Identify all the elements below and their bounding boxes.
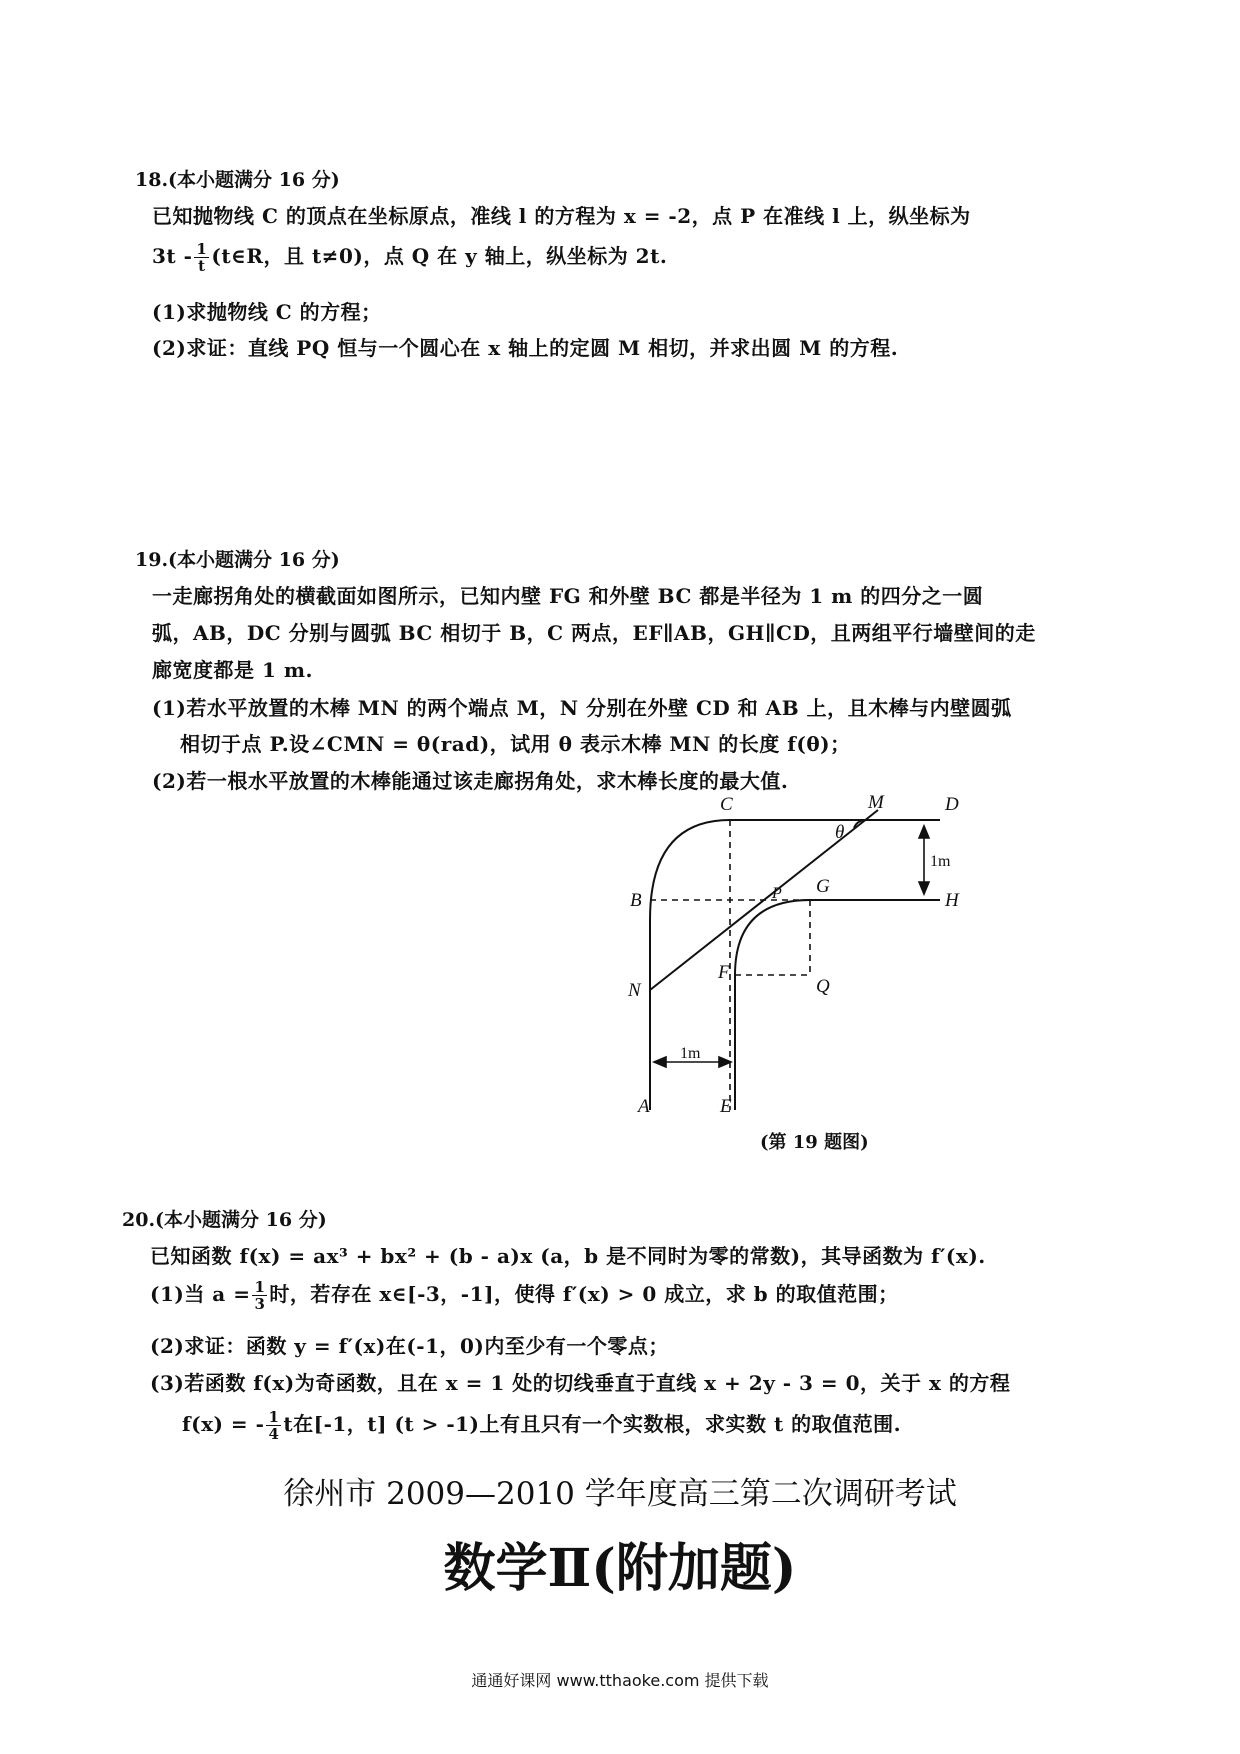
label-e: E [720,1096,732,1117]
subject-title: 数学Ⅱ(附加题) [443,1538,797,1599]
q18-expr-b: (t∈R，且 t≠0)，点 Q 在 y 轴上，纵坐标为 2t. [211,244,668,268]
q18-heading: 18.(本小题满分 16 分) [135,169,340,191]
label-theta: θ [835,822,845,843]
q18-part1: (1)求抛物线 C 的方程； [152,300,382,324]
q18-line2 [152,240,667,274]
label-c: C [720,794,733,815]
label-width-bottom: 1m [680,1045,701,1062]
q18-fraction [194,241,209,274]
label-a: A [638,1096,650,1117]
q20-p3b-b: t在[-1，t] (t > -1)上有且只有一个实数根，求实数 t 的取值范围. [283,1412,902,1436]
footer-credit: 通通好课网 www.tthaoke.com 提供下载 [471,1671,769,1690]
q20-p3b-frac-den: 4 [268,1425,280,1443]
q20-p1-frac-den: 3 [254,1295,266,1313]
arrow-down-icon [919,882,929,894]
q20-part3: (3)若函数 f(x)为奇函数，且在 x = 1 处的切线垂直于直线 x + 2y - 3 = 0，关于 x 的方程 [150,1371,1011,1395]
corridor-figure [620,780,980,1120]
q20-p3b-fraction [266,1409,281,1442]
q18-line1: 已知抛物线 C 的顶点在坐标原点，准线 l 的方程为 x = -2，点 P 在准线 l 上，纵坐标为 [152,204,971,228]
q20-p3b-a: f(x) = - [182,1412,265,1436]
q20-heading: 20.(本小题满分 16 分) [122,1209,327,1231]
label-b: B [630,890,642,911]
exam-title: 徐州市 2009—2010 学年度高三第二次调研考试 [283,1476,957,1512]
q18-expr-a: 3t - [152,244,193,268]
label-g: G [816,876,830,897]
q20-p1-a: (1)当 a = [150,1282,251,1306]
q18-frac-den: t [198,257,206,275]
q19-part1-a: (1)若水平放置的木棒 MN 的两个端点 M，N 分别在外壁 CD 和 AB 上，且木棒与内壁圆弧 [152,696,1012,720]
label-n: N [628,980,641,1001]
label-h: H [945,890,959,911]
q18-frac-num: 1 [196,240,208,258]
q20-line1: 已知函数 f(x) = ax³ + bx² + (b - a)x (a，b 是不同时为零的常数)，其导函数为 f′(x). [150,1244,986,1268]
outer-wall [650,820,940,1110]
q20-part3-b [182,1408,901,1442]
q20-p1-fraction [252,1279,267,1312]
q19-part2: (2)若一根水平放置的木棒能通过该走廊拐角处，求木棒长度的最大值. [152,769,789,793]
arrow-left-icon [654,1057,666,1067]
q19-heading: 19.(本小题满分 16 分) [135,549,340,571]
q19-line1: 一走廊拐角处的横截面如图所示，已知内壁 FG 和外壁 BC 都是半径为 1 m 的四分之一圆 [152,584,984,608]
arrow-up-icon [919,826,929,838]
label-f: F [718,962,730,983]
q20-p1-frac-num: 1 [254,1278,266,1296]
label-d: D [945,794,959,815]
q18-part2: (2)求证：直线 PQ 恒与一个圆心在 x 轴上的定圆 M 相切，并求出圆 M 的方程. [152,336,899,360]
q19-line2: 弧，AB，DC 分别与圆弧 BC 相切于 B，C 两点，EF∥AB，GH∥CD，且两组平行墙壁间的走 [152,621,1036,645]
q20-p3b-frac-num: 1 [268,1408,280,1426]
q19-part1-b: 相切于点 P.设∠CMN = θ(rad)，试用 θ 表示木棒 MN 的长度 f(θ)； [180,732,851,756]
label-q: Q [816,976,830,997]
inner-wall [735,900,940,1110]
q20-p1-b: 时，若存在 x∈[-3，-1]，使得 f′(x) > 0 成立，求 b 的取值范围； [269,1282,899,1306]
q20-part1 [150,1278,899,1312]
q20-part2: (2)求证：函数 y = f′(x)在(-1，0)内至少有一个零点； [150,1334,669,1358]
figure-caption: (第 19 题图) [760,1132,869,1153]
q19-line3: 廊宽度都是 1 m. [152,658,313,682]
label-p: P [772,885,782,902]
label-m: M [868,792,884,813]
label-width-right: 1m [930,853,951,870]
